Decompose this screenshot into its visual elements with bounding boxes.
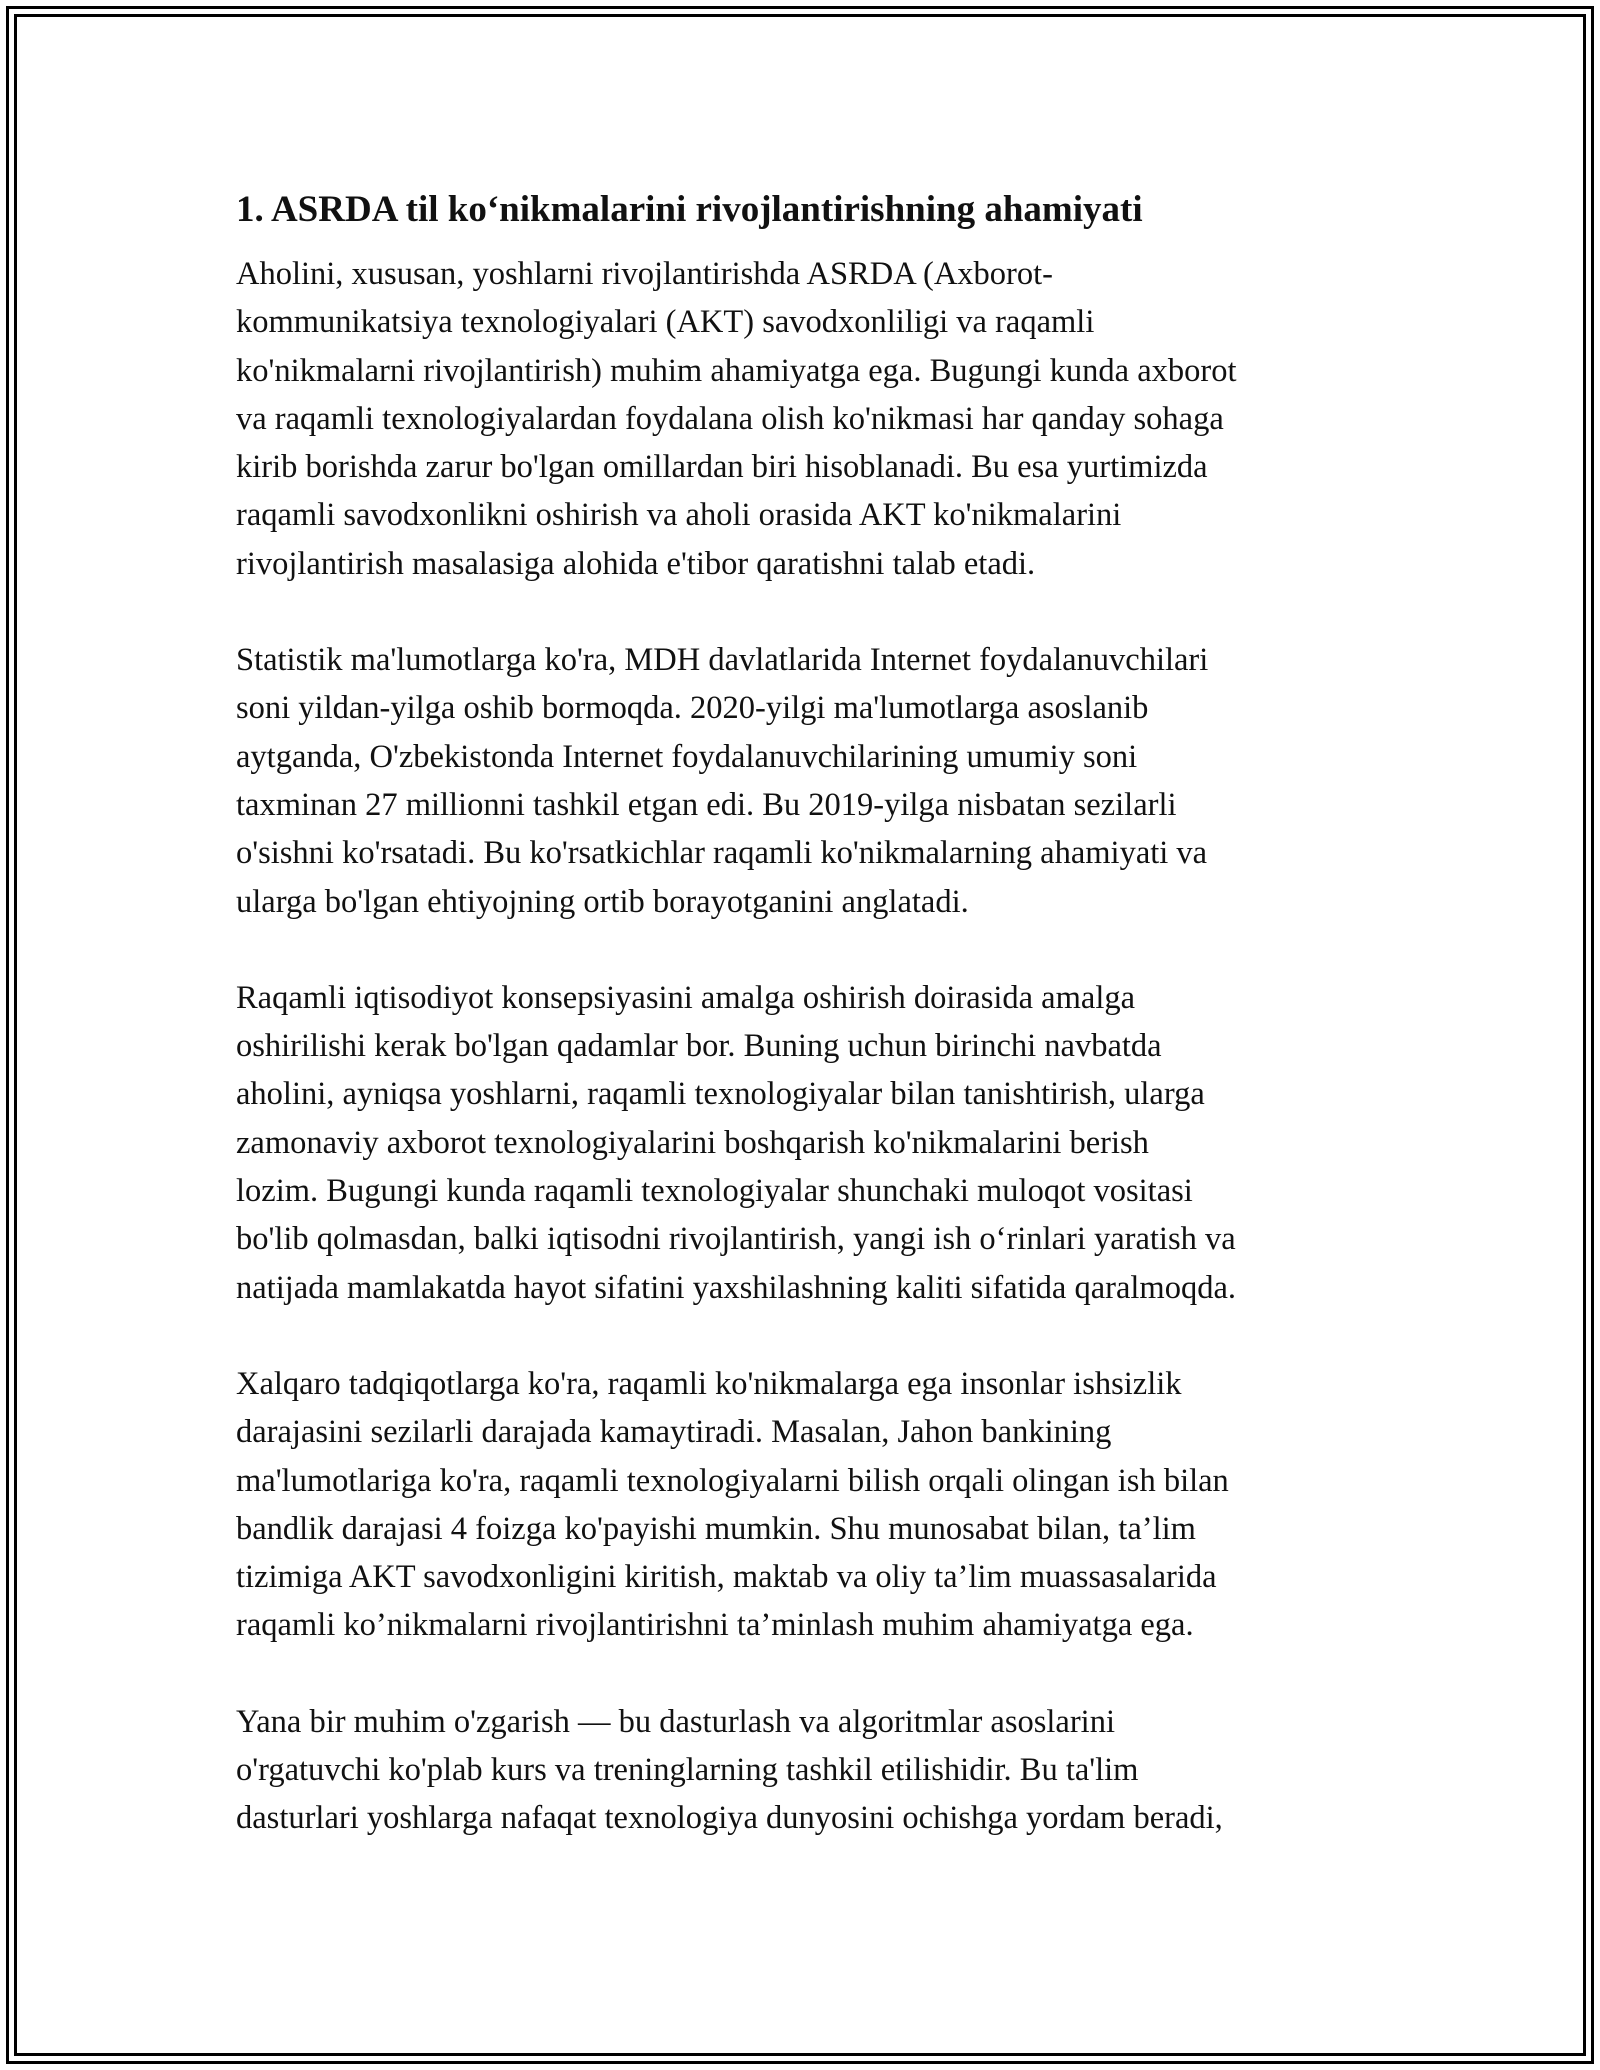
- text-line: raqamli ko’nikmalarni rivojlantirishni ta’minlash muhim ahamiyatga ega.: [236, 1607, 1194, 1644]
- paragraph-4: [236, 1360, 1378, 1650]
- text-line: oshirilishi kerak bo'lgan qadamlar bor. Buning uchun birinchi navbatda: [236, 1028, 1162, 1065]
- document-body: [236, 186, 1378, 1843]
- text-line: ma'lumotlariga ko'ra, raqamli texnologiyalarni bilish orqali olingan ish bilan: [236, 1462, 1229, 1499]
- text-line: kommunikatsiya texnologiyalari (AKT) savodxonliligi va raqamli: [236, 304, 1095, 341]
- text-line: zamonaviy axborot texnologiyalarini boshqarish ko'nikmalarini berish: [236, 1124, 1149, 1161]
- text-line: Raqamli iqtisodiyot konsepsiyasini amalga oshirish doirasida amalga: [236, 979, 1136, 1016]
- text-line: dasturlari yoshlarga nafaqat texnologiya dunyosini ochishga yordam beradi,: [236, 1800, 1223, 1837]
- text-line: bandlik darajasi 4 foizga ko'payishi mumkin. Shu munosabat bilan, ta’lim: [236, 1510, 1196, 1547]
- text-line: darajasini sezilarli darajada kamaytiradi. Masalan, Jahon bankining: [236, 1414, 1112, 1451]
- paragraph-3: [236, 974, 1378, 1312]
- paragraph-1: [236, 250, 1378, 588]
- text-line: Xalqaro tadqiqotlarga ko'ra, raqamli ko'nikmalarga ega insonlar ishsizlik: [236, 1365, 1182, 1402]
- text-line: o'sishni ko'rsatadi. Bu ko'rsatkichlar raqamli ko'nikmalarning ahamiyati va: [236, 835, 1208, 872]
- text-line: o'rgatuvchi ko'plab kurs va treninglarning tashkil etilishidir. Bu ta'lim: [236, 1752, 1139, 1789]
- text-line: ularga bo'lgan ehtiyojning ortib borayotganini anglatadi.: [236, 883, 969, 920]
- text-line: aytganda, O'zbekistonda Internet foydalanuvchilarining umumiy soni: [236, 738, 1138, 775]
- text-line: ko'nikmalarni rivojlantirish) muhim ahamiyatga ega. Bugungi kunda axborot: [236, 352, 1237, 389]
- text-line: Statistik ma'lumotlarga ko'ra, MDH davlatlarida Internet foydalanuvchilari: [236, 642, 1209, 679]
- text-line: aholini, ayniqsa yoshlarni, raqamli texnologiyalar bilan tanishtirish, ularga: [236, 1076, 1205, 1113]
- paragraph-2: [236, 636, 1378, 926]
- text-line: soni yildan-yilga oshib bormoqda. 2020-yilgi ma'lumotlarga asoslanib: [236, 690, 1149, 727]
- text-line: raqamli savodxonlikni oshirish va aholi orasida AKT ko'nikmalarini: [236, 497, 1122, 534]
- document-title: 1. ASRDA til ko‘nikmalarini rivojlantirishning ahamiyati: [236, 189, 1143, 230]
- text-line: bo'lib qolmasdan, balki iqtisodni rivojlantirish, yangi ish o‘rinlari yaratish va: [236, 1221, 1236, 1258]
- text-line: tizimiga AKT savodxonligini kiritish, maktab va oliy ta’lim muassasalarida: [236, 1559, 1217, 1596]
- paragraph-5: [236, 1698, 1378, 1843]
- text-line: rivojlantirish masalasiga alohida e'tibor qaratishni talab etadi.: [236, 545, 1036, 582]
- text-line: natijada mamlakatda hayot sifatini yaxshilashning kaliti sifatida qaralmoqda.: [236, 1269, 1236, 1306]
- text-line: Yana bir muhim o'zgarish — bu dasturlash va algoritmlar asoslarini: [236, 1703, 1115, 1740]
- text-line: va raqamli texnologiyalardan foydalana olish ko'nikmasi har qanday sohaga: [236, 400, 1224, 437]
- text-line: kirib borishda zarur bo'lgan omillardan biri hisoblanadi. Bu esa yurtimizda: [236, 449, 1208, 486]
- text-line: taxminan 27 millionni tashkil etgan edi. Bu 2019-yilga nisbatan sezilarli: [236, 786, 1177, 823]
- text-line: lozim. Bugungi kunda raqamli texnologiyalar shunchaki muloqot vositasi: [236, 1173, 1193, 1210]
- text-line: Aholini, xususan, yoshlarni rivojlantirishda ASRDA (Axborot-: [236, 256, 1053, 292]
